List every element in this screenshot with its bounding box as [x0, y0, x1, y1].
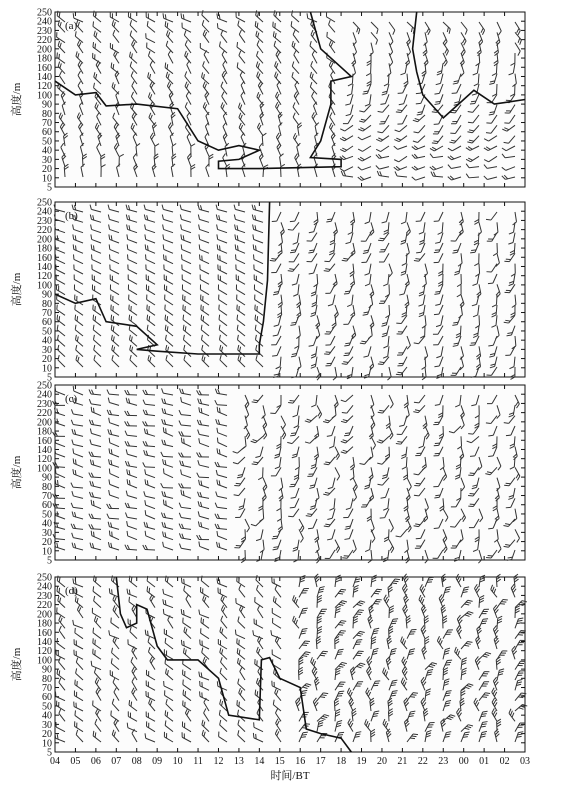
x-tick-label: 03	[520, 756, 530, 767]
barb-shaft	[478, 233, 479, 243]
barb-flag	[415, 259, 420, 260]
barb-flag	[470, 252, 475, 253]
barb-flag	[167, 316, 168, 321]
barb-flag	[75, 245, 76, 250]
barb-flag	[111, 63, 112, 68]
barb-flag	[95, 316, 96, 321]
barb-flag	[127, 479, 128, 484]
y-tick-label: 220	[37, 408, 52, 420]
y-axis-label: 高度/m	[11, 647, 23, 682]
barb-flag	[308, 528, 313, 529]
x-tick-label: 01	[479, 756, 490, 767]
barb-flag	[414, 261, 419, 262]
barb-shaft	[91, 529, 101, 530]
barb-flag	[57, 315, 58, 320]
y-tick-label: 200	[37, 234, 52, 246]
barb-flag	[272, 356, 277, 357]
y-tick-label: 5	[47, 372, 52, 384]
x-tick-label: 23	[438, 756, 449, 767]
barb-shaft	[496, 63, 497, 73]
y-tick-label: 60	[42, 692, 52, 704]
barb-flag	[344, 345, 349, 346]
x-tick-label: 19	[356, 756, 367, 767]
panel-label: (c)	[65, 393, 78, 405]
barb-flag	[109, 469, 110, 474]
y-tick-label: 160	[37, 627, 52, 639]
barb-flag	[434, 314, 439, 315]
barb-flag	[145, 510, 146, 515]
y-tick-label: 160	[37, 252, 52, 264]
y-tick-label: 90	[42, 99, 52, 111]
y-tick-label: 30	[42, 527, 52, 539]
barb-flag	[199, 244, 200, 249]
barb-shaft	[281, 305, 282, 315]
barb-flag	[91, 661, 92, 666]
barb-flag	[237, 42, 238, 47]
x-tick-label: 13	[233, 756, 244, 767]
barb-flag	[327, 219, 332, 220]
plot-frame	[55, 577, 525, 752]
barb-shaft	[406, 457, 407, 467]
barb-shaft	[407, 467, 408, 477]
barb-flag	[93, 586, 94, 591]
barb-flag	[93, 315, 94, 320]
barb-flag	[488, 555, 493, 556]
barb-shaft	[217, 405, 227, 406]
barb-shaft	[460, 457, 461, 467]
y-tick-label: 40	[42, 335, 52, 347]
barb-flag	[396, 443, 401, 444]
y-tick-label: 20	[42, 537, 52, 549]
y-tick-label: 180	[37, 53, 52, 65]
barb-flag	[290, 401, 295, 402]
y-tick-label: 10	[42, 738, 52, 750]
x-tick-label: 09	[152, 756, 163, 767]
barb-flag	[486, 133, 491, 134]
x-tick-label: 04	[50, 756, 60, 767]
y-tick-label: 10	[42, 173, 52, 185]
barb-flag	[219, 449, 220, 454]
barb-flag	[93, 408, 94, 413]
barb-flag	[113, 64, 114, 69]
barb-flag	[73, 244, 74, 249]
barb-flag	[94, 532, 95, 537]
barb-flag	[237, 245, 238, 250]
barb-flag	[131, 316, 132, 321]
y-tick-label: 30	[42, 154, 52, 166]
barb-flag	[75, 459, 76, 464]
barb-flag	[145, 244, 146, 249]
y-tick-label: 70	[42, 491, 52, 503]
barb-flag	[93, 501, 94, 506]
barb-flag	[57, 669, 58, 674]
y-tick-label: 140	[37, 636, 52, 648]
y-tick-label: 50	[42, 509, 52, 521]
barb-flag	[488, 528, 493, 529]
x-tick-label: 12	[213, 756, 224, 767]
y-tick-label: 60	[42, 317, 52, 329]
x-tick-label: 05	[70, 756, 81, 767]
barb-shaft	[406, 253, 407, 263]
x-tick-label: 07	[111, 756, 122, 767]
y-tick-label: 10	[42, 363, 52, 375]
barb-flag	[93, 42, 94, 47]
barb-flag	[95, 44, 96, 49]
y-tick-label: 230	[37, 590, 52, 602]
barb-shaft	[514, 457, 515, 467]
barb-flag	[345, 343, 350, 344]
barb-flag	[145, 479, 146, 484]
barb-flag	[147, 480, 148, 485]
y-tick-label: 200	[37, 609, 52, 621]
barb-flag	[166, 428, 167, 433]
barb-flag	[147, 315, 148, 320]
barb-flag	[290, 435, 295, 436]
barb-flag	[91, 500, 92, 505]
x-tick-label: 17	[315, 756, 326, 767]
barb-flag	[255, 315, 256, 320]
barb-flag	[345, 291, 350, 292]
barb-shaft	[460, 326, 461, 336]
y-tick-label: 80	[42, 108, 52, 120]
panel-4	[9, 573, 530, 783]
x-tick-label: 20	[376, 756, 387, 767]
barb-flag	[237, 315, 238, 320]
barb-flag	[219, 408, 220, 413]
y-tick-label: 100	[37, 280, 52, 292]
barb-flag	[453, 322, 458, 323]
barb-shaft	[263, 509, 264, 519]
barb-flag	[147, 245, 148, 250]
y-tick-label: 200	[37, 417, 52, 429]
barb-flag	[470, 456, 475, 457]
barb-flag	[55, 244, 56, 249]
barb-flag	[488, 283, 493, 284]
barb-flag	[55, 479, 56, 484]
barb-flag	[75, 710, 76, 715]
panel-label: (d)	[65, 585, 78, 597]
barb-flag	[307, 13, 308, 18]
barb-flag	[414, 402, 419, 403]
x-tick-label: 02	[499, 756, 510, 767]
y-tick-label: 90	[42, 289, 52, 301]
barb-flag	[109, 244, 110, 249]
barb-flag	[290, 252, 295, 253]
y-tick-label: 40	[42, 710, 52, 722]
x-tick-label: 15	[274, 756, 285, 767]
barb-flag	[486, 423, 491, 424]
x-tick-label: 08	[131, 756, 142, 767]
barb-flag	[201, 315, 202, 320]
barb-flag	[93, 245, 94, 250]
y-tick-label: 60	[42, 500, 52, 512]
barb-flag	[253, 244, 254, 249]
barb-flag	[165, 315, 166, 320]
barb-flag	[167, 64, 168, 69]
barb-flag	[93, 21, 94, 26]
barb-flag	[504, 485, 509, 486]
barb-flag	[397, 110, 402, 111]
y-tick-label: 160	[37, 62, 52, 74]
plot-frame	[55, 385, 525, 560]
barb-flag	[129, 480, 130, 485]
barb-flag	[380, 238, 385, 239]
barb-shaft	[514, 243, 515, 253]
barb-flag	[149, 316, 150, 321]
x-tick-label: 06	[90, 756, 101, 767]
barb-flag	[59, 316, 60, 321]
y-tick-label: 200	[37, 44, 52, 56]
barb-flag	[111, 315, 112, 320]
barb-flag	[324, 354, 329, 355]
barb-flag	[181, 244, 182, 249]
barb-shaft	[352, 74, 353, 84]
panel-label: (a)	[65, 20, 78, 32]
y-tick-label: 220	[37, 600, 52, 612]
barb-flag	[326, 221, 331, 222]
barb-flag	[235, 244, 236, 249]
y-tick-label: 230	[37, 398, 52, 410]
x-tick-label: 18	[336, 756, 347, 767]
barb-shaft	[163, 456, 173, 457]
barb-flag	[488, 456, 493, 457]
y-tick-label: 240	[37, 389, 52, 401]
barb-flag	[432, 143, 437, 144]
barb-flag	[91, 244, 92, 249]
barb-flag	[57, 638, 58, 643]
y-tick-label: 240	[37, 206, 52, 218]
barb-flag	[255, 245, 256, 250]
y-tick-label: 5	[47, 747, 52, 759]
y-tick-label: 70	[42, 683, 52, 695]
y-tick-label: 50	[42, 136, 52, 148]
y-tick-label: 80	[42, 298, 52, 310]
barb-shaft	[298, 467, 299, 477]
y-tick-label: 100	[37, 463, 52, 475]
barb-flag	[486, 219, 491, 220]
x-tick-label: 16	[295, 756, 306, 767]
y-tick-label: 20	[42, 164, 52, 176]
y-tick-label: 50	[42, 326, 52, 338]
y-tick-label: 60	[42, 127, 52, 139]
barb-flag	[165, 63, 166, 68]
y-tick-label: 120	[37, 81, 52, 93]
panel-label: (b)	[65, 210, 78, 222]
x-tick-label: 10	[172, 756, 183, 767]
y-tick-label: 80	[42, 481, 52, 493]
barb-flag	[257, 316, 258, 321]
y-tick-label: 90	[42, 664, 52, 676]
barb-flag	[468, 496, 473, 497]
y-tick-label: 160	[37, 435, 52, 447]
panel-3	[9, 381, 525, 567]
y-tick-label: 250	[37, 197, 52, 209]
y-tick-label: 40	[42, 145, 52, 157]
y-tick-label: 90	[42, 472, 52, 484]
barb-flag	[468, 122, 473, 123]
y-tick-label: 30	[42, 719, 52, 731]
y-tick-label: 100	[37, 90, 52, 102]
barb-flag	[129, 315, 130, 320]
y-tick-label: 70	[42, 118, 52, 130]
y-tick-label: 30	[42, 344, 52, 356]
y-tick-label: 80	[42, 673, 52, 685]
barb-flag	[59, 670, 60, 675]
barb-flag	[326, 352, 331, 353]
barb-flag	[378, 364, 383, 365]
x-tick-label: 21	[397, 756, 408, 767]
y-tick-label: 40	[42, 518, 52, 530]
y-tick-label: 240	[37, 16, 52, 28]
y-tick-label: 20	[42, 354, 52, 366]
y-tick-label: 5	[47, 555, 52, 567]
y-tick-label: 10	[42, 546, 52, 558]
barb-shaft	[461, 436, 462, 446]
barb-flag	[167, 23, 168, 28]
barb-shaft	[91, 477, 101, 478]
barb-flag	[127, 531, 128, 536]
y-tick-label: 100	[37, 655, 52, 667]
barb-flag	[344, 293, 349, 294]
y-tick-label: 250	[37, 380, 52, 392]
y-tick-label: 250	[37, 572, 52, 584]
barb-flag	[397, 442, 402, 443]
y-tick-label: 180	[37, 426, 52, 438]
barb-flag	[183, 315, 184, 320]
barb-flag	[291, 433, 296, 434]
barb-flag	[379, 362, 384, 363]
x-tick-label: 11	[193, 756, 203, 767]
y-tick-label: 20	[42, 729, 52, 741]
panel-2	[9, 198, 525, 384]
barb-flag	[73, 386, 74, 391]
barb-shaft	[199, 477, 209, 478]
barb-flag	[433, 141, 438, 142]
x-tick-label: 14	[254, 756, 265, 767]
y-axis-label: 高度/m	[11, 455, 23, 490]
barb-flag	[217, 407, 218, 412]
y-tick-label: 180	[37, 243, 52, 255]
barb-flag	[163, 427, 164, 432]
barb-flag	[378, 240, 383, 241]
y-tick-label: 250	[37, 7, 52, 19]
barb-shaft	[145, 394, 155, 395]
barb-flag	[217, 448, 218, 453]
barb-flag	[203, 316, 204, 321]
barb-flag	[288, 229, 293, 230]
barb-flag	[73, 13, 74, 18]
barb-flag	[113, 316, 114, 321]
barb-flag	[450, 527, 455, 528]
barb-flag	[127, 244, 128, 249]
y-tick-label: 140	[37, 444, 52, 456]
y-tick-label: 70	[42, 308, 52, 320]
barb-flag	[506, 435, 511, 436]
barb-flag	[219, 315, 220, 320]
barb-shaft	[55, 467, 65, 468]
barb-flag	[217, 244, 218, 249]
barb-flag	[345, 433, 350, 434]
barb-flag	[59, 54, 60, 59]
barb-flag	[291, 250, 296, 251]
y-tick-label: 120	[37, 271, 52, 283]
barb-shaft	[389, 305, 390, 315]
y-tick-label: 230	[37, 215, 52, 227]
barb-shaft	[334, 233, 335, 243]
x-tick-label: 00	[458, 756, 469, 767]
barb-flag	[397, 372, 402, 373]
plot-frame	[55, 12, 525, 187]
y-axis-label: 高度/m	[11, 272, 23, 307]
barb-flag	[452, 325, 457, 326]
barb-flag	[219, 245, 220, 250]
barb-shaft	[388, 74, 389, 84]
y-tick-label: 5	[47, 182, 52, 194]
x-tick-label: 22	[417, 756, 428, 767]
barb-flag	[471, 250, 476, 251]
barb-flag	[91, 531, 92, 536]
barb-flag	[344, 435, 349, 436]
barb-flag	[416, 252, 421, 253]
y-tick-label: 140	[37, 71, 52, 83]
barb-flag	[396, 112, 401, 113]
barb-flag	[91, 407, 92, 412]
plot-frame	[55, 202, 525, 377]
y-tick-label: 140	[37, 261, 52, 273]
y-tick-label: 180	[37, 618, 52, 630]
barb-flag	[414, 495, 419, 496]
barb-flag	[291, 21, 292, 26]
barb-flag	[57, 52, 58, 57]
barb-flag	[396, 374, 401, 375]
barb-flag	[77, 316, 78, 321]
barb-flag	[163, 244, 164, 249]
y-tick-label: 220	[37, 35, 52, 47]
barb-flag	[470, 493, 475, 494]
barb-flag	[73, 458, 74, 463]
barb-shaft	[479, 264, 480, 274]
barb-shaft	[145, 549, 155, 550]
barb-shaft	[425, 357, 426, 367]
barb-flag	[288, 403, 293, 404]
barb-flag	[165, 21, 166, 26]
barb-shaft	[478, 74, 479, 84]
barb-flag	[57, 586, 58, 591]
panel-1	[9, 8, 525, 194]
barb-shaft	[496, 295, 497, 305]
y-tick-label: 120	[37, 646, 52, 658]
barb-flag	[109, 438, 110, 443]
barb-flag	[470, 103, 475, 104]
y-tick-label: 240	[37, 581, 52, 593]
barb-flag	[93, 628, 94, 633]
barb-flag	[59, 588, 60, 593]
y-tick-label: 230	[37, 25, 52, 37]
barb-shaft	[317, 274, 318, 284]
barb-flag	[506, 483, 511, 484]
barb-flag	[486, 558, 491, 559]
y-tick-label: 220	[37, 225, 52, 237]
y-tick-label: 50	[42, 701, 52, 713]
barb-flag	[471, 101, 476, 102]
barb-flag	[75, 315, 76, 320]
barb-flag	[57, 480, 58, 485]
barb-flag	[488, 345, 493, 346]
y-tick-label: 120	[37, 454, 52, 466]
y-axis-label: 高度/m	[11, 82, 23, 117]
barb-flag	[145, 531, 146, 536]
